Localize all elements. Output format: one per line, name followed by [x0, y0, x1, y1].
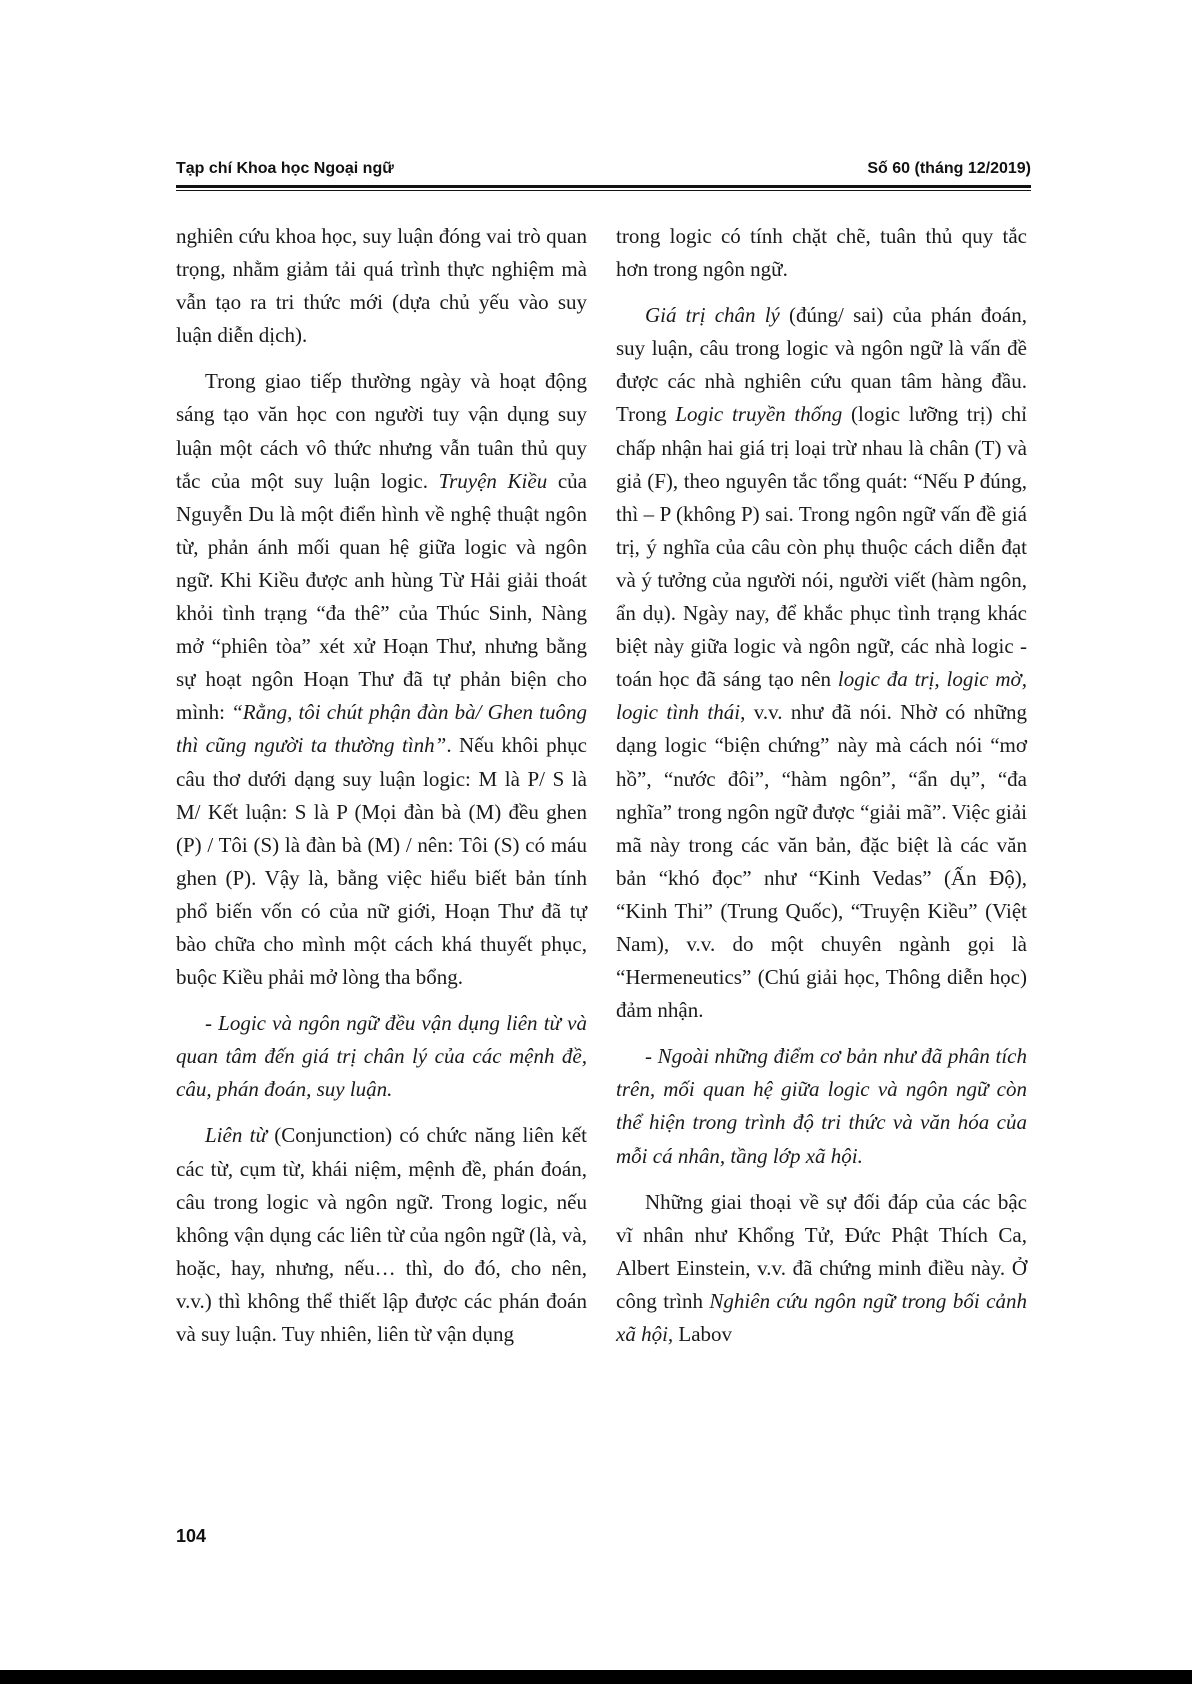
- right-paragraph-1: trong logic có tính chặt chẽ, tuân thủ quy tắc hơn trong ngôn ngữ.: [616, 224, 1027, 282]
- work-title-italic: Truyện Kiều: [438, 468, 548, 493]
- left-column: [176, 220, 587, 1364]
- journal-title: Tạp chí Khoa học Ngoại ngữ: [176, 160, 394, 177]
- issue-label: Số 60 (tháng 12/2019): [867, 160, 1031, 177]
- left-paragraph-1: nghiên cứu khoa học, suy luận đóng vai trò quan trọng, nhằm giảm tải quá trình thực nghiệm mà vẫn tạo ra tri thức mới (dựa chủ yếu vào suy luận diễn dịch).: [176, 224, 587, 348]
- text-run: Những giai thoại về sự đối đáp của các bậc vĩ nhân như Khổng Tử, Đức Phật Thích Ca, Albert Einstein, v.v. đã chứng minh điều này. Ở công trình: [616, 1189, 1027, 1313]
- text-run: của Nguyễn Du là một điển hình về nghệ thuật ngôn từ, phản ánh mối quan hệ giữa logic và ngôn ngữ. Khi Kiều được anh hùng Từ Hải giải thoát khỏi tình trạng “đa thê” của Thúc Sinh, Nàng mở “phiên tòa” xét xử Hoạn Thư, nhưng bằng sự hoạt ngôn Hoạn Thư đã tự phản biện cho mình:: [176, 468, 587, 725]
- work-title-italic: Nghiên cứu ngôn ngữ trong bối cảnh xã hội,: [616, 1288, 1027, 1346]
- page-number: 104: [176, 1526, 207, 1546]
- header-rule-thin: [176, 190, 1031, 191]
- running-header: [176, 158, 1031, 184]
- right-column: [616, 220, 1027, 1364]
- text-run: (Conjunction) có chức năng liên kết các từ, cụm từ, khái niệm, mệnh đề, phán đoán, câu trong logic và ngôn ngữ. Trong logic, nếu không vận dụng các liên từ của ngôn ngữ (là, và, hoặc, hay, nhưng, nếu… thì, do đó, cho nên, v.v.) thì không thể thiết lập được các phán đoán và suy luận. Tuy nhiên, liên từ vận dụng: [176, 1123, 587, 1346]
- text-run: Labov: [673, 1322, 733, 1346]
- term-italic: logic đa trị, logic mờ, logic tình thái: [616, 667, 1027, 725]
- text-run: . Nếu khôi phục câu thơ dưới dạng suy luận logic: M là P/ S là M/ Kết luận: S là P (Mọi đàn bà (M) đều ghen (P) / Tôi (S) là đàn bà (M) / nên: Tôi (S) có máu ghen (P). Vậy là, bằng việc hiểu biết bản tính phổ biến vốn có của nữ giới, Hoạn Thư đã tự bào chữa cho mình một cách khá thuyết phục, buộc Kiều phải mở lòng tha bổng.: [176, 733, 587, 990]
- term-italic: Giá trị chân lý: [645, 303, 780, 328]
- text-run: Trong giao tiếp thường ngày và hoạt động sáng tạo văn học con người tuy vận dụng suy luận một cách vô thức nhưng vẫn tuân thủ quy tắc của một suy luận logic.: [176, 369, 587, 493]
- left-paragraph-2: [176, 365, 587, 994]
- bottom-scan-bar: [0, 1670, 1192, 1684]
- text-run: (logic lưỡng trị) chỉ chấp nhận hai giá trị loại trừ nhau là chân (T) và giả (F), theo nguyên tắc tổng quát: “Nếu P đúng, thì – P (không P) sai. Trong ngôn ngữ vấn đề giá trị, ý nghĩa của câu còn phụ thuộc cách diễn đạt và ý tưởng của người nói, người viết (hàm ngôn, ẩn dụ). Ngày nay, để khắc phục tình trạng khác biệt này giữa logic và ngôn ngữ, các nhà logic - toán học đã sáng tạo nên: [616, 402, 1027, 692]
- term-italic: Logic truyền thống: [675, 402, 843, 427]
- term-italic: Liên từ: [205, 1123, 267, 1148]
- header-rule-thick: [176, 185, 1031, 188]
- text-run: , v.v. như đã nói. Nhờ có những dạng logic “biện chứng” này mà cách nói “mơ hồ”, “nước đôi”, “hàm ngôn”, “ẩn dụ”, “đa nghĩa” trong ngôn ngữ được “giải mã”. Việc giải mã này trong các văn bản, đặc biệt là các văn bản “khó đọc” như “Kinh Vedas” (Ấn Độ), “Kinh Thi” (Trung Quốc), “Truyện Kiều” (Việt Nam), v.v. do một chuyên ngành gọi là “Hermeneutics” (Chú giải học, Thông diễn học) đảm nhận.: [616, 700, 1027, 1023]
- poem-quote-italic: “Rằng, tôi chút phận đàn bà/ Ghen tuông thì cũng người ta thường tình”: [176, 700, 587, 758]
- left-paragraph-3-italic: - Logic và ngôn ngữ đều vận dụng liên từ và quan tâm đến giá trị chân lý của các mệnh đề, câu, phán đoán, suy luận.: [176, 1011, 587, 1102]
- right-paragraph-2: [616, 299, 1027, 1027]
- left-paragraph-4: [176, 1119, 587, 1351]
- right-paragraph-3-italic: - Ngoài những điểm cơ bản như đã phân tích trên, mối quan hệ giữa logic và ngôn ngữ còn thể hiện trong trình độ tri thức và văn hóa của mỗi cá nhân, tầng lớp xã hội.: [616, 1044, 1027, 1168]
- text-run: (đúng/ sai) của phán đoán, suy luận, câu trong logic và ngôn ngữ là vấn đề được các nhà nghiên cứu quan tâm hàng đầu. Trong: [616, 303, 1027, 427]
- right-paragraph-4: [616, 1186, 1027, 1351]
